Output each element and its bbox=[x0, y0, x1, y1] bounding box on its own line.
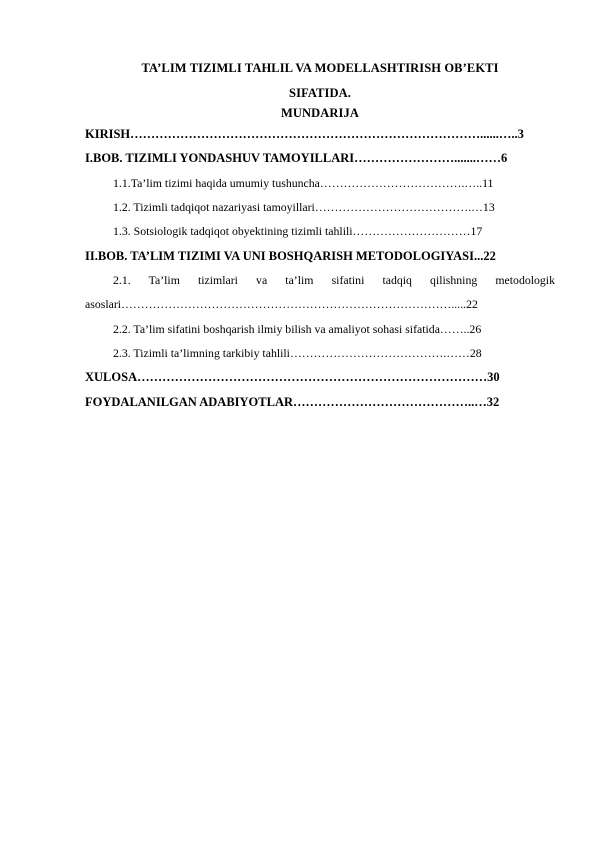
toc-entry-kirish: KIRISH…………………………………………………………………………......…..3 bbox=[85, 127, 524, 141]
document-title-line2: SIFATIDA. bbox=[289, 86, 351, 100]
toc-entry-section-2-3: 2.3. Tizimli ta’limning tarkibiy tahlili………………………………….……28 bbox=[113, 346, 482, 360]
toc-entry-xulosa: XULOSA…………………………………………………………………………30 bbox=[85, 370, 500, 384]
contents-heading: MUNDARIJA bbox=[281, 106, 359, 120]
toc-entry-chapter-1: I.BOB. TIZIMLI YONDASHUV TAMOYILLARI…………………….......……6 bbox=[85, 151, 508, 165]
toc-entry-section-1-3: 1.3. Sotsiologik tadqiqot obyektining tizimli tahlili…………………………17 bbox=[113, 224, 483, 238]
toc-entry-section-2-1-line2: asoslari………………………………………………………………………….....22 bbox=[85, 297, 478, 311]
toc-entry-references: FOYDALANILGAN ADABIYOTLAR……………………………………..…32 bbox=[85, 395, 500, 409]
toc-entry-chapter-2: II.BOB. TA’LIM TIZIMI VA UNI BOSHQARISH METODOLOGIYASI...22 bbox=[85, 249, 496, 263]
toc-entry-section-2-2: 2.2. Ta’lim sifatini boshqarish ilmiy bilish va amaliyot sohasi sifatida……..26 bbox=[113, 322, 482, 336]
toc-entry-section-1-1: 1.1.Ta’lim tizimi haqida umumiy tushuncha……………………………….…..11 bbox=[113, 176, 494, 190]
toc-entry-section-1-2: 1.2. Tizimli tadqiqot nazariyasi tamoyillari………………………………….…13 bbox=[113, 200, 495, 214]
toc-entry-section-2-1-line1: 2.1. Ta’lim tizimlari va ta’lim sifatini tadqiq qilishning metodologik bbox=[113, 273, 555, 287]
document-title-line1: TA’LIM TIZIMLI TAHLIL VA MODELLASHTIRISH OB’EKTI bbox=[141, 61, 499, 75]
